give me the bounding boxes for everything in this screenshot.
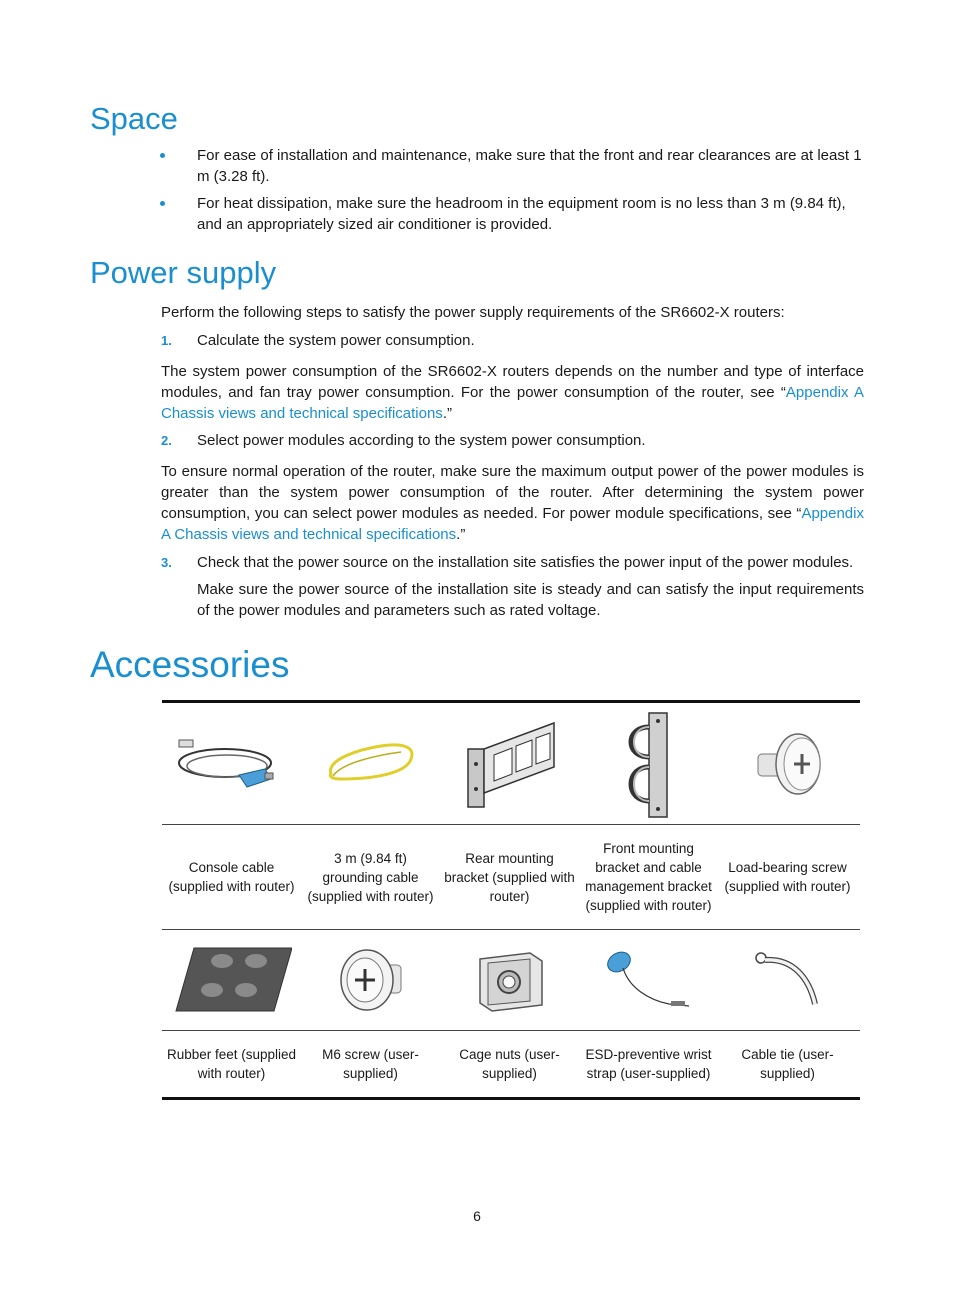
page-number: 6 bbox=[473, 1208, 481, 1224]
cable-tie-icon bbox=[718, 930, 857, 1030]
appendix-a-link[interactable]: Appendix A Chassis views and technical specifications bbox=[161, 505, 864, 543]
space-bullet-1 bbox=[160, 145, 864, 187]
label-text: Load-bearing screw (supplied with router) bbox=[724, 860, 851, 894]
accessory-label-front-bracket bbox=[579, 825, 718, 929]
appendix-a-link[interactable]: Appendix A Chassis views and technical specifications bbox=[161, 384, 864, 422]
label-text: Rear mounting bracket (supplied with router) bbox=[444, 850, 575, 904]
label-text: M6 screw (user-supplied) bbox=[322, 1047, 419, 1081]
label-text: 3 m (9.84 ft) grounding cable (supplied with router) bbox=[307, 850, 434, 904]
bullet-dot bbox=[160, 153, 165, 158]
accessory-label-rear-bracket bbox=[440, 825, 579, 929]
cage-nut-icon bbox=[440, 930, 579, 1030]
bullet-text: For ease of installation and maintenance, make sure that the front and rear clearances are at least 1 m (3.28 ft). bbox=[197, 147, 862, 185]
paragraph-text: .” bbox=[456, 526, 466, 543]
accessory-label-m6-screw bbox=[301, 1031, 440, 1097]
label-text: ESD-preventive wrist strap (user-supplied) bbox=[585, 1047, 712, 1081]
step-number: 3. bbox=[161, 555, 172, 570]
label-text: Rubber feet (supplied with router) bbox=[166, 1047, 297, 1081]
accessory-label-rubber-feet bbox=[162, 1031, 301, 1097]
step-3 bbox=[161, 552, 864, 573]
step-number: 2. bbox=[161, 433, 172, 448]
rubber-feet-icon bbox=[162, 930, 301, 1030]
accessory-label-load-screw bbox=[718, 825, 857, 929]
label-text: Console cable (supplied with router) bbox=[168, 860, 295, 894]
table-bottom-rule bbox=[162, 1097, 860, 1100]
esd-strap-icon bbox=[579, 930, 718, 1030]
step-2 bbox=[161, 430, 864, 451]
paragraph-text: .” bbox=[442, 405, 452, 422]
label-text: Cage nuts (user-supplied) bbox=[459, 1047, 560, 1081]
accessories-heading: Accessories bbox=[90, 644, 290, 685]
paragraph-text: The system power consumption of the SR6602-X routers depends on the number and type of interface modules, and fan tray power consumption. For the power consumption of the router, see “ bbox=[161, 363, 864, 401]
accessory-label-console-cable bbox=[162, 825, 301, 929]
accessory-label-cage-nuts bbox=[440, 1031, 579, 1097]
grounding-cable-icon bbox=[301, 705, 440, 823]
table-top-rule bbox=[162, 700, 860, 703]
m6-screw-icon bbox=[301, 930, 440, 1030]
power-paragraph-1 bbox=[161, 361, 864, 424]
accessory-label-esd-strap bbox=[579, 1031, 718, 1097]
front-bracket-icon bbox=[579, 705, 718, 823]
step-text: Calculate the system power consumption. bbox=[197, 332, 475, 349]
paragraph-text: To ensure normal operation of the router, make sure the maximum output power of the power modules is greater than the system power consumption of the router. After determining the system power consumption, you can select power modules as needed. For power module specifications, see “ bbox=[161, 463, 864, 522]
power-supply-heading: Power supply bbox=[90, 255, 277, 290]
load-screw-icon bbox=[718, 705, 857, 823]
console-cable-icon bbox=[162, 705, 301, 823]
accessory-label-grounding-cable bbox=[301, 825, 440, 929]
step-1 bbox=[161, 330, 864, 351]
step-3-note: Make sure the power source of the installation site is steady and can satisfy the input requirements of the power modules and parameters such as rated voltage. bbox=[197, 581, 864, 619]
accessory-label-cable-tie bbox=[718, 1031, 857, 1097]
step-number: 1. bbox=[161, 333, 172, 348]
step-text: Select power modules according to the system power consumption. bbox=[197, 432, 646, 449]
power-intro: Perform the following steps to satisfy the power supply requirements of the SR6602-X routers: bbox=[161, 304, 785, 321]
step-text: Check that the power source on the installation site satisfies the power input of the power modules. bbox=[197, 554, 854, 571]
rear-bracket-icon bbox=[440, 705, 579, 823]
space-heading: Space bbox=[90, 101, 178, 136]
bullet-text: For heat dissipation, make sure the headroom in the equipment room is no less than 3 m (9.84 ft), and an appropriately sized air conditioner is provided. bbox=[197, 195, 846, 233]
label-text: Cable tie (user-supplied) bbox=[741, 1047, 834, 1081]
power-paragraph-2 bbox=[161, 461, 864, 545]
bullet-dot bbox=[160, 201, 165, 206]
space-bullet-2 bbox=[160, 193, 864, 235]
label-text: Front mounting bracket and cable management bracket (supplied with router) bbox=[585, 841, 712, 913]
